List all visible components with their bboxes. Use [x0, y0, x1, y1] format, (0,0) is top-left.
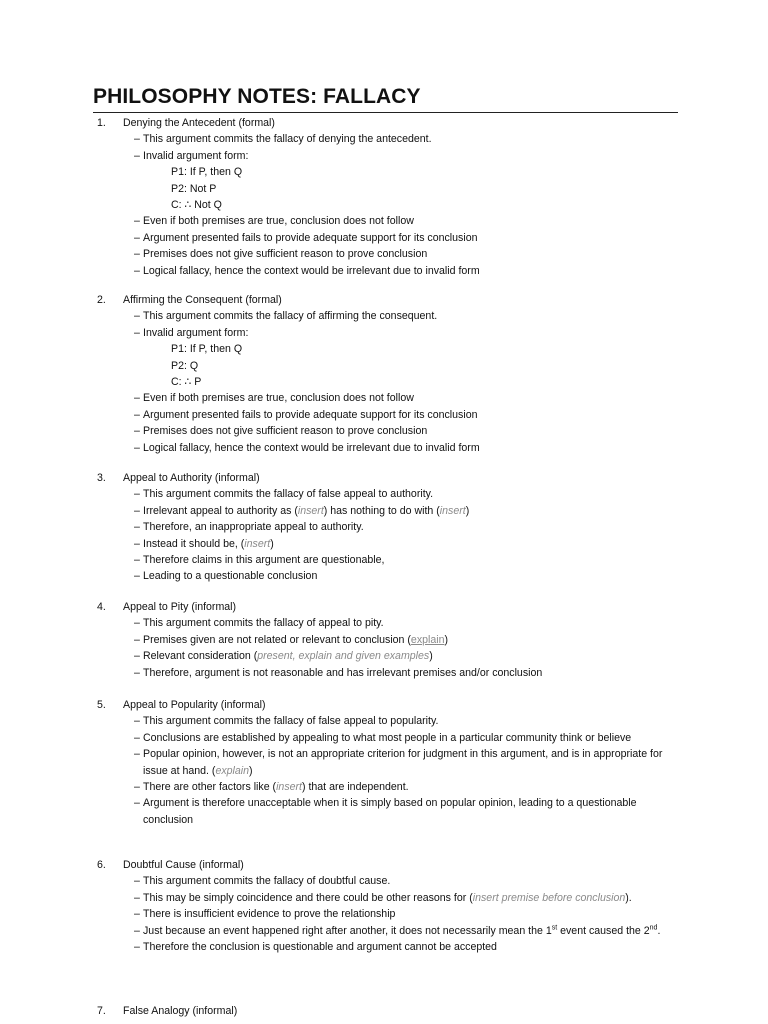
list-item: – Relevant consideration (present, explain and given examples) — [134, 650, 433, 663]
section-name: Appeal to Authority — [123, 472, 212, 484]
list-item: – Leading to a questionable conclusion — [134, 570, 318, 583]
form-line: C: ∴ Not Q — [171, 199, 222, 212]
section-type: (informal) — [220, 699, 266, 711]
section-heading — [97, 857, 677, 873]
placeholder-text: insert — [439, 504, 466, 517]
section-number: 3. — [97, 472, 106, 484]
list-item: – Therefore, argument is not reasonable and has irrelevant premises and/or conclusion — [134, 666, 543, 679]
form-line: P2: Q — [171, 359, 199, 372]
list-item: – Even if both premises are true, conclusion does not follow — [134, 392, 414, 405]
section-number: 5. — [97, 699, 106, 711]
list-item: – Therefore the conclusion is questionable and argument cannot be accepted — [134, 941, 497, 954]
section-doubtful-cause — [97, 857, 677, 955]
placeholder-text: explain — [215, 764, 250, 777]
list-item: – Argument is therefore unacceptable when it is simply based on popular opinion, leading to a questionable conclusion — [134, 797, 637, 826]
placeholder-text: insert — [297, 504, 324, 517]
list-item: – Premises does not give sufficient reason to prove conclusion — [134, 248, 428, 261]
list-item: – Invalid argument form: — [134, 149, 249, 162]
section-appeal-to-authority — [97, 470, 677, 585]
section-type: (formal) — [245, 294, 282, 306]
form-line: P1: If P, then Q — [171, 166, 243, 179]
list-item: – Logical fallacy, hence the context would be irrelevant due to invalid form — [134, 441, 480, 454]
list-item: – Argument presented fails to provide adequate support for its conclusion — [134, 231, 478, 244]
section-name: False Analogy — [123, 1005, 190, 1017]
list-item: – This may be simply coincidence and there could be other reasons for (insert premise before conclusion). — [134, 891, 632, 904]
form-line: C: ∴ P — [171, 376, 202, 389]
list-item: – Logical fallacy, hence the context would be irrelevant due to invalid form — [134, 264, 480, 277]
placeholder-text: insert premise before conclusion — [472, 891, 626, 904]
section-false-analogy — [97, 1003, 677, 1019]
section-heading — [97, 292, 677, 308]
form-line: P1: If P, then Q — [171, 343, 243, 356]
list-item: – Irrelevant appeal to authority as (insert) has nothing to do with (insert) — [134, 504, 470, 517]
list-item: – Premises does not give sufficient reason to prove conclusion — [134, 425, 428, 438]
section-type: (informal) — [191, 601, 237, 613]
section-name: Affirming the Consequent — [123, 294, 243, 306]
section-number: 2. — [97, 294, 106, 306]
placeholder-text: insert — [276, 781, 302, 794]
section-name: Doubtful Cause — [123, 859, 197, 871]
list-item: – This argument commits the fallacy of appeal to pity. — [134, 617, 384, 630]
list-item: – Therefore claims in this argument are questionable, — [134, 554, 385, 567]
list-item: – Just because an event happened right after another, it does not necessarily mean the 1st event caused the 2nd. — [134, 924, 661, 937]
section-heading — [97, 115, 677, 131]
list-item: – Invalid argument form: — [134, 326, 249, 339]
list-item: – Conclusions are established by appealing to what most people in a particular community think or believe — [134, 731, 632, 744]
list-item: – There are other factors like (insert) that are independent. — [134, 781, 409, 794]
list-item: – This argument commits the fallacy of affirming the consequent. — [134, 310, 438, 323]
section-heading — [97, 599, 677, 615]
section-type: (informal) — [198, 859, 244, 871]
placeholder-text: explain — [410, 633, 445, 646]
section-name: Appeal to Popularity — [123, 699, 218, 711]
list-item: – This argument commits the fallacy of false appeal to popularity. — [134, 715, 439, 728]
list-item: – Instead it should be, (insert) — [134, 537, 274, 550]
section-appeal-to-popularity — [97, 697, 677, 828]
section-heading — [97, 1003, 677, 1019]
section-type: (informal) — [214, 472, 260, 484]
section-number: 4. — [97, 601, 106, 613]
list-item: – This argument commits the fallacy of denying the antecedent. — [134, 133, 432, 146]
list-item: – Premises given are not related or relevant to conclusion (explain) — [134, 633, 449, 646]
section-heading — [97, 697, 677, 713]
list-item: – Argument presented fails to provide adequate support for its conclusion — [134, 408, 478, 421]
section-name: Denying the Antecedent — [123, 117, 236, 129]
section-number: 1. — [97, 117, 106, 129]
section-denying-antecedent — [97, 115, 677, 279]
placeholder-text: insert — [244, 537, 271, 550]
list-item: – This argument commits the fallacy of doubtful cause. — [134, 875, 391, 888]
list-item: – Therefore, an inappropriate appeal to authority. — [134, 521, 364, 534]
form-line: P2: Not P — [171, 182, 217, 195]
page-title: PHILOSOPHY NOTES: FALLACY — [93, 84, 678, 113]
section-number: 7. — [97, 1005, 106, 1017]
list-item: – Popular opinion, however, is not an appropriate criterion for judgment in this argument, and is in appropriate for issue at hand. (explain) — [134, 748, 663, 777]
section-appeal-to-pity — [97, 599, 677, 681]
list-item: – Even if both premises are true, conclusion does not follow — [134, 215, 414, 228]
list-item: – This argument commits the fallacy of false appeal to authority. — [134, 488, 434, 501]
list-item: – There is insufficient evidence to prove the relationship — [134, 908, 396, 921]
section-type: (formal) — [238, 117, 275, 129]
section-number: 6. — [97, 859, 106, 871]
section-heading — [97, 470, 677, 486]
placeholder-text: present, explain and given examples — [257, 650, 430, 663]
section-affirming-consequent — [97, 292, 677, 456]
section-type: (informal) — [192, 1005, 238, 1017]
section-name: Appeal to Pity — [123, 601, 189, 613]
